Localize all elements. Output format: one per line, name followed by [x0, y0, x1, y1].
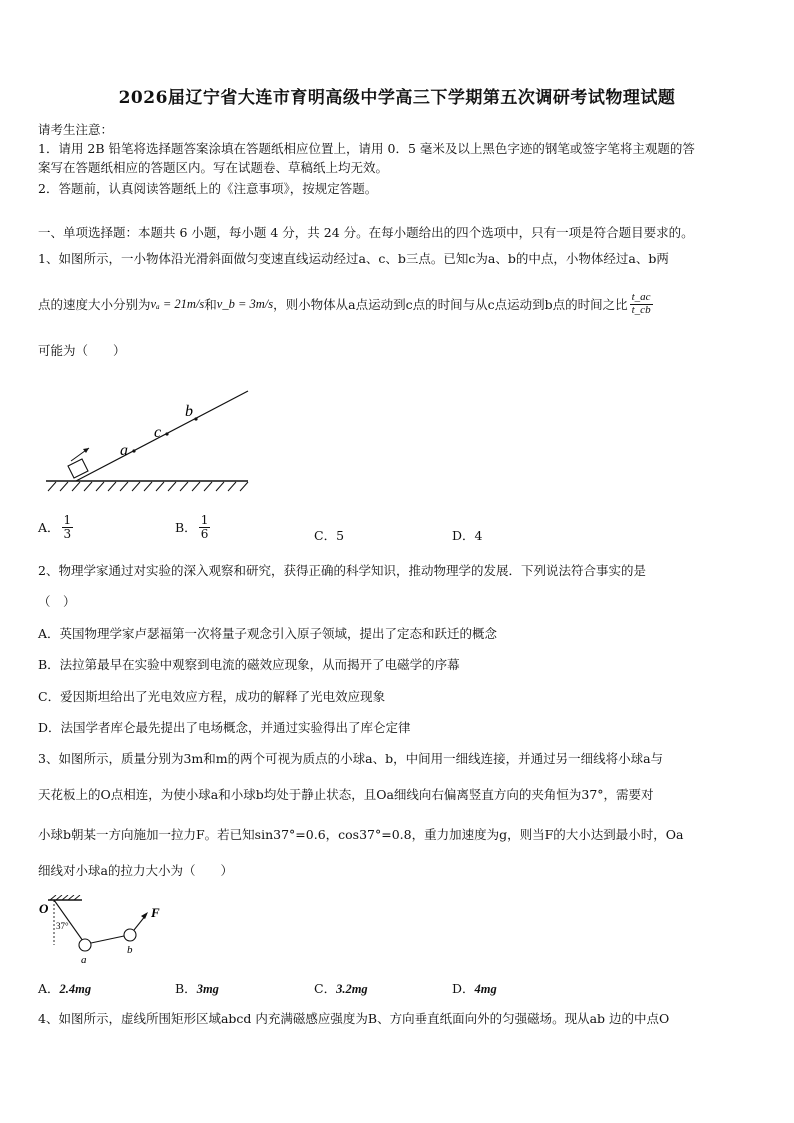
- notice-item-2: 2．答题前，认真阅读答题纸上的《注意事项》，按规定答题。: [38, 181, 378, 196]
- q1-option-a[interactable]: [38, 514, 75, 540]
- q1-ratio-denominator: t_cb: [631, 303, 651, 316]
- q1-option-c-text: 5: [336, 528, 345, 543]
- ball-b: [124, 929, 136, 941]
- label-ball-b: b: [127, 944, 133, 956]
- q1-ratio-numerator: t_ac: [631, 290, 651, 303]
- q1-option-b-denominator: 6: [200, 526, 209, 541]
- q3-option-c-text: 3.2mg: [336, 982, 368, 996]
- q3-option-a[interactable]: [38, 979, 91, 997]
- point-b: [194, 417, 197, 420]
- label-a: a: [120, 442, 128, 459]
- q3-line-2: 天花板上的O点相连，为使小球a和小球b均处于静止状态，且Oa细线向右偏离竖直方向的夹角恒为37°，需要对: [38, 787, 654, 802]
- q1-option-a-numerator: 1: [63, 513, 72, 527]
- label-ball-a: a: [81, 954, 87, 966]
- q1-option-c[interactable]: [314, 526, 344, 544]
- notice-item-1-line-1: 1．请用 2B 铅笔将选择题答案涂填在答题纸相应位置上，请用 0．5 毫米及以上黑色字迹的钢笔或签字笔将主观题的答: [38, 141, 695, 156]
- q1-option-b-numerator: 1: [200, 513, 209, 527]
- q1-incline-figure: [38, 385, 268, 497]
- force-F-arrow-head: [141, 912, 148, 919]
- q1-option-d-text: 4: [474, 528, 483, 543]
- q1-and: 和: [204, 296, 217, 312]
- ceiling-hatching: [50, 895, 80, 900]
- q3-option-b[interactable]: [175, 979, 219, 997]
- q3-option-a-letter: A．: [38, 981, 60, 996]
- q2-option-b[interactable]: B．法拉第最早在实验中观察到电流的磁效应现象，从而揭开了电磁学的序幕: [38, 657, 460, 672]
- q3-option-d-text: 4mg: [474, 982, 497, 996]
- label-O: O: [39, 901, 49, 916]
- label-angle: 37°: [56, 921, 69, 931]
- q1-option-c-letter: C．: [314, 528, 337, 543]
- q3-option-d-letter: D．: [452, 981, 475, 996]
- q3-line-1: 3、如图所示，质量分别为3m和m的两个可视为质点的小球a、b，中间用一细线连接，并通过另一细线将小球a与: [38, 751, 664, 766]
- q1-line-2-part-2: ，则小物体从a点运动到c点的时间与从c点运动到b点的时间之比: [273, 296, 628, 312]
- point-a: [132, 449, 135, 452]
- q1-option-d[interactable]: [452, 526, 482, 544]
- q2-line-2: （ ）: [38, 594, 76, 609]
- q1-line-1: 1、如图所示，一小物体沿光滑斜面做匀变速直线运动经过a、c、b三点。已知c为a、b的中点，小物体经过a、b两: [38, 251, 669, 266]
- point-c: [165, 432, 168, 435]
- q1-time-ratio: [630, 292, 653, 316]
- q1-line-2: [38, 287, 655, 321]
- q2-option-c[interactable]: C．爱因斯坦给出了光电效应方程，成功的解释了光电效应现象: [38, 689, 386, 704]
- section-1-heading: 一、单项选择题：本题共 6 小题，每小题 4 分，共 24 分。在每小题给出的四个选项中，只有一项是符合题目要求的。: [38, 225, 694, 240]
- ball-a: [79, 939, 91, 951]
- q3-option-b-text: 3mg: [196, 982, 219, 996]
- q1-line-3: 可能为（ ）: [38, 343, 126, 358]
- incline-line: [76, 391, 248, 481]
- notice-item-1-line-2: 案写在答题纸相应的答题区内。写在试题卷、草稿纸上均无效。: [38, 160, 389, 175]
- q3-line-3: 小球b朝某一方向施加一拉力F。若已知sin37°=0.6，cos37°=0.8，重力加速度为g，则当F的大小达到最小时，Oa: [38, 827, 684, 842]
- q2-line-1: 2、物理学家通过对实验的深入观察和研究，获得正确的科学知识，推动物理学的发展．下列说法符合事实的是: [38, 563, 646, 578]
- q3-option-b-letter: B．: [175, 981, 197, 996]
- q1-line-2-part-1: 点的速度大小分别为: [38, 296, 151, 312]
- q2-option-a[interactable]: A．英国物理学家卢瑟福第一次将量子观念引入原子领域，提出了定态和跃迁的概念: [38, 626, 498, 641]
- q1-option-a-letter: A．: [38, 520, 60, 536]
- q4-line-1: 4、如图所示，虚线所围矩形区域abcd 内充满磁感应强度为B、方向垂直纸面向外的匀强磁场。现从ab 边的中点O: [38, 1011, 670, 1026]
- q2-option-d[interactable]: D．法国学者库仑最先提出了电场概念，并通过实验得出了库仑定律: [38, 720, 411, 735]
- q3-option-d[interactable]: [452, 979, 497, 997]
- q3-option-a-text: 2.4mg: [59, 982, 92, 996]
- q3-line-4: 细线对小球a的拉力大小为（ ）: [38, 863, 233, 878]
- q3-option-c-letter: C．: [314, 981, 337, 996]
- q1-option-b[interactable]: [175, 514, 212, 540]
- q1-option-a-fraction: [62, 514, 74, 540]
- notice-heading: 请考生注意：: [38, 122, 114, 137]
- q1-option-d-letter: D．: [452, 528, 475, 543]
- q1-va: vₐ = 21m/s: [150, 296, 205, 311]
- q1-option-b-fraction: [199, 514, 211, 540]
- small-block: [68, 459, 88, 478]
- page-title: 2026届辽宁省大连市育明高级中学高三下学期第五次调研考试物理试题: [118, 88, 676, 108]
- q1-vb: v_b = 3m/s: [216, 296, 274, 311]
- label-F: F: [151, 905, 160, 920]
- q1-option-b-letter: B．: [175, 520, 197, 536]
- thread-ab: [91, 936, 124, 943]
- ground-hatching: [48, 482, 248, 491]
- q3-option-c[interactable]: [314, 979, 368, 997]
- label-c: c: [154, 424, 162, 441]
- q3-pendulum-figure: [38, 895, 178, 967]
- label-b: b: [185, 403, 193, 420]
- q1-option-a-denominator: 3: [63, 526, 72, 541]
